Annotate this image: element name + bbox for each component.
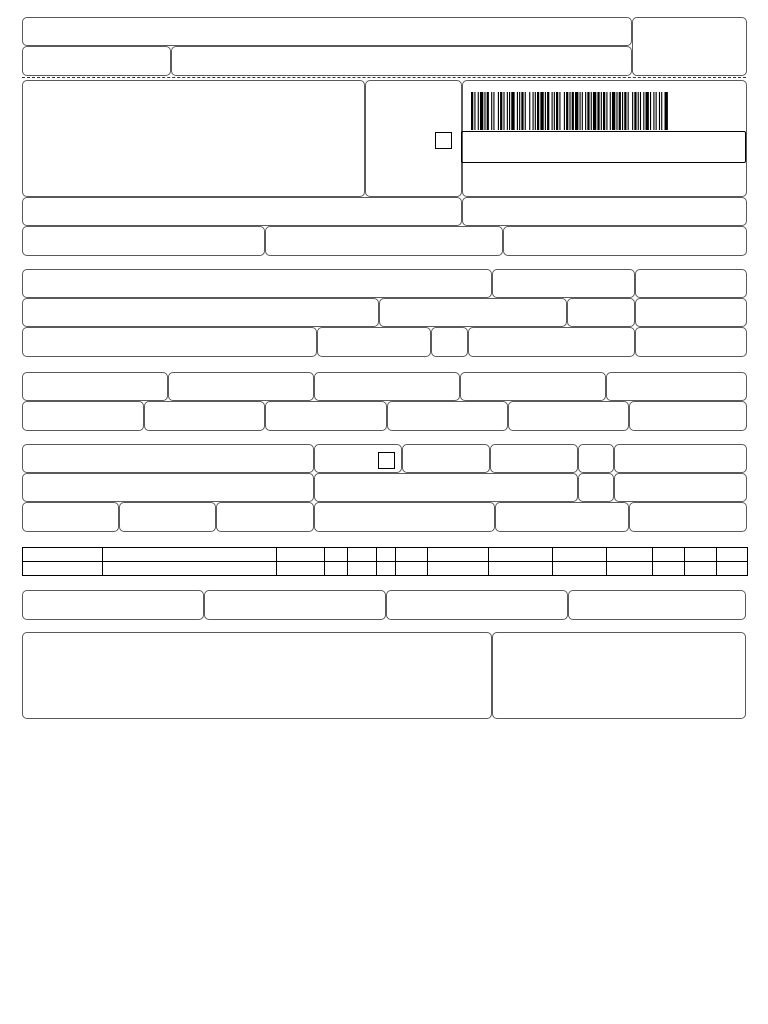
row9-field-6[interactable] <box>629 401 747 431</box>
barcode-bar <box>606 92 607 130</box>
table-cell[interactable] <box>685 548 717 562</box>
row9-field-4[interactable] <box>387 401 508 431</box>
barcode-bar <box>616 92 617 130</box>
row9-field-5[interactable] <box>508 401 629 431</box>
table-cell[interactable] <box>489 562 553 576</box>
barcode-bar <box>545 92 546 130</box>
row12-field-4[interactable] <box>314 502 495 532</box>
barcode-bar <box>650 92 651 130</box>
row12-field-6[interactable] <box>629 502 747 532</box>
notes-field[interactable] <box>22 632 492 719</box>
table-cell[interactable] <box>685 562 717 576</box>
table-cell[interactable] <box>653 548 685 562</box>
barcode-bar <box>628 92 629 130</box>
barcode-bar <box>603 92 605 130</box>
row8-field-3[interactable] <box>314 372 460 401</box>
row6-field-1[interactable] <box>22 298 379 327</box>
totals-field-2[interactable] <box>204 590 386 620</box>
barcode-bar <box>556 92 558 130</box>
table-cell[interactable] <box>377 562 396 576</box>
row6-field-4[interactable] <box>635 298 747 327</box>
barcode-bar <box>634 92 636 130</box>
barcode-bar <box>503 92 504 130</box>
checkbox-1[interactable] <box>435 132 452 149</box>
barcode-bar <box>597 92 599 130</box>
barcode-bar <box>624 92 626 130</box>
barcode-number-field[interactable] <box>461 131 746 163</box>
barcode-bar <box>580 92 581 130</box>
row11-field-3[interactable] <box>578 473 614 502</box>
row7-field-4[interactable] <box>468 327 635 357</box>
barcode-bar <box>507 92 508 130</box>
barcode-bar <box>653 92 654 130</box>
totals-field-3[interactable] <box>386 590 568 620</box>
barcode-bar <box>498 92 499 130</box>
table-cell[interactable] <box>277 548 325 562</box>
row3-field-2[interactable] <box>462 197 747 226</box>
row11-field-4[interactable] <box>614 473 747 502</box>
header-field-2a[interactable] <box>22 46 171 76</box>
barcode-bar <box>547 92 549 130</box>
table-cell[interactable] <box>325 562 348 576</box>
table-cell[interactable] <box>717 548 748 562</box>
table-cell[interactable] <box>396 548 428 562</box>
row8-field-1[interactable] <box>22 372 168 401</box>
barcode-bar <box>540 92 543 130</box>
barcode-bar <box>632 92 633 130</box>
barcode-bar <box>569 92 570 130</box>
row10-field-6[interactable] <box>614 444 747 473</box>
totals-field-1[interactable] <box>22 590 204 620</box>
line-items-table <box>22 547 748 576</box>
table-cell[interactable] <box>653 562 685 576</box>
barcode-bar <box>659 92 660 130</box>
row7-field-5[interactable] <box>635 327 747 357</box>
row12-field-5[interactable] <box>495 502 629 532</box>
barcode-bar <box>582 92 583 130</box>
barcode-bar <box>529 92 530 130</box>
barcode-bar <box>493 92 494 130</box>
row12-field-2[interactable] <box>119 502 216 532</box>
barcode-bar <box>535 92 536 130</box>
barcode-bar <box>521 92 523 130</box>
table-cell[interactable] <box>717 562 748 576</box>
barcode-bar <box>533 92 534 130</box>
totals-field-4[interactable] <box>568 590 746 620</box>
barcode-bar <box>593 92 596 130</box>
table-cell[interactable] <box>103 562 277 576</box>
barcode-image <box>471 92 671 130</box>
barcode-bar <box>661 92 662 130</box>
barcode-bar <box>591 92 592 130</box>
barcode-bar <box>525 92 526 130</box>
row8-field-2[interactable] <box>168 372 314 401</box>
barcode-bar <box>480 92 483 130</box>
row11-field-1[interactable] <box>22 473 314 502</box>
cut-line <box>22 77 746 78</box>
table-cell[interactable] <box>348 562 377 576</box>
row10-field-4[interactable] <box>490 444 578 473</box>
table-cell[interactable] <box>553 562 607 576</box>
barcode-bar <box>610 92 611 130</box>
barcode-bar <box>517 92 518 130</box>
barcode-bar <box>643 92 644 130</box>
barcode-bar <box>619 92 621 130</box>
row7-field-1[interactable] <box>22 327 317 357</box>
table-cell[interactable] <box>325 548 348 562</box>
row10-field-5[interactable] <box>578 444 614 473</box>
row6-field-3[interactable] <box>567 298 635 327</box>
barcode-bar <box>484 92 485 130</box>
row9-field-1[interactable] <box>22 401 144 431</box>
barcode-bar <box>537 92 539 130</box>
header-field-1[interactable] <box>22 17 632 46</box>
row10-field-1[interactable] <box>22 444 314 473</box>
barcode-bar <box>509 92 510 130</box>
table-cell[interactable] <box>103 548 277 562</box>
barcode-bar <box>575 92 578 130</box>
header-field-2b[interactable] <box>171 46 632 76</box>
barcode-bar <box>552 92 553 130</box>
table-cell[interactable] <box>607 548 653 562</box>
barcode-bar <box>585 92 586 130</box>
row7-field-2[interactable] <box>317 327 431 357</box>
barcode-bar <box>564 92 565 130</box>
row4-field-2[interactable] <box>265 226 503 256</box>
barcode-bar <box>665 92 668 130</box>
barcode-bar <box>519 92 520 130</box>
table-cell[interactable] <box>428 562 489 576</box>
row5-field-1[interactable] <box>22 269 492 298</box>
table-cell[interactable] <box>23 562 103 576</box>
row8-field-4[interactable] <box>460 372 606 401</box>
table-cell[interactable] <box>348 548 377 562</box>
barcode-bar <box>646 92 649 130</box>
barcode-bar <box>478 92 479 130</box>
checkbox-2[interactable] <box>378 452 395 469</box>
notes-side-field[interactable] <box>492 632 746 719</box>
table-row <box>23 562 748 576</box>
barcode-bar <box>500 92 502 130</box>
row3-field-1[interactable] <box>22 197 462 226</box>
row9-field-3[interactable] <box>265 401 387 431</box>
barcode-bar <box>491 92 492 130</box>
header-right-field[interactable] <box>632 17 747 76</box>
barcode-bar <box>656 92 657 130</box>
table-cell[interactable] <box>489 548 553 562</box>
table-cell[interactable] <box>553 548 607 562</box>
row5-field-2[interactable] <box>492 269 635 298</box>
table-cell[interactable] <box>607 562 653 576</box>
barcode-bar <box>566 92 568 130</box>
table-cell[interactable] <box>377 548 396 562</box>
table-row <box>23 548 748 562</box>
barcode-bar <box>638 92 639 130</box>
table-cell[interactable] <box>277 562 325 576</box>
barcode-bar <box>601 92 602 130</box>
barcode-bar <box>572 92 574 130</box>
table-cell[interactable] <box>428 548 489 562</box>
barcode-bar <box>612 92 615 130</box>
table-cell[interactable] <box>23 548 103 562</box>
address-field[interactable] <box>22 80 365 197</box>
table-cell[interactable] <box>396 562 428 576</box>
row8-field-5[interactable] <box>606 372 747 401</box>
row12-field-1[interactable] <box>22 502 119 532</box>
barcode-bar <box>587 92 589 130</box>
barcode-bar <box>471 92 473 130</box>
barcode-bar <box>487 92 489 130</box>
row7-field-3[interactable] <box>431 327 468 357</box>
row12-field-3[interactable] <box>216 502 314 532</box>
row4-field-3[interactable] <box>503 226 747 256</box>
row9-field-2[interactable] <box>144 401 265 431</box>
row11-field-2[interactable] <box>314 473 578 502</box>
barcode-bar <box>640 92 641 130</box>
barcode-bar <box>559 92 560 130</box>
barcode-bar <box>511 92 514 130</box>
row10-field-3[interactable] <box>402 444 490 473</box>
row5-field-3[interactable] <box>635 269 747 298</box>
barcode-bar <box>474 92 475 130</box>
row6-field-2[interactable] <box>379 298 567 327</box>
barcode-bar <box>554 92 555 130</box>
row4-field-1[interactable] <box>22 226 265 256</box>
barcode-bar <box>622 92 623 130</box>
